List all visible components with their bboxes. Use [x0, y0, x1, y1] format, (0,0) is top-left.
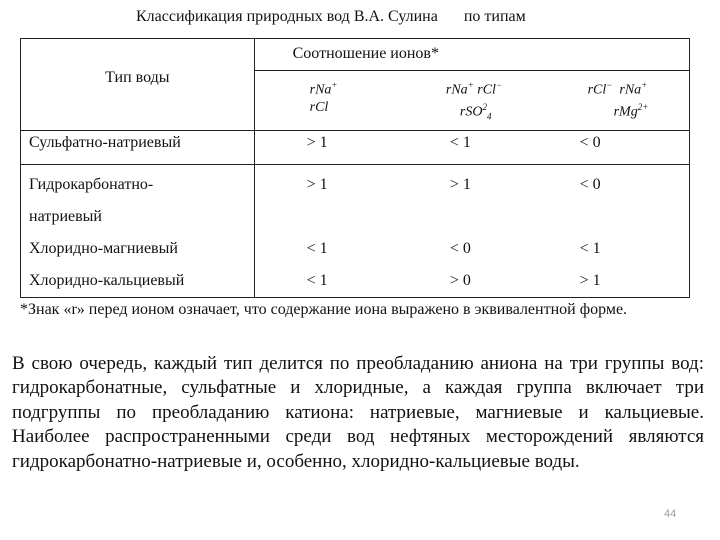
ratio-1: rNa+ rCl: [309, 80, 338, 115]
document-title: [136, 8, 526, 26]
row-value-1: > 1: [306, 176, 328, 193]
row-type: Сульфатно-натриевый: [21, 131, 255, 165]
row-type: Гидрокарбонатно-: [29, 176, 154, 193]
row-value-3: < 1: [579, 240, 601, 257]
header-water-type: Тип воды: [21, 39, 255, 131]
row-value-3: < 0: [566, 131, 690, 165]
row-value-1: < 1: [306, 240, 328, 257]
page-number: 44: [664, 508, 677, 520]
table-row: [21, 131, 690, 165]
ratio-2: rNa+ rCl− rSO$^2_4$: [445, 80, 503, 122]
row-type: Хлоридно-кальциевый: [29, 272, 185, 289]
row-value-2: < 1: [400, 131, 566, 165]
row-value-2: < 0: [449, 240, 471, 257]
ratio-3: rCl− rNa+ rMg$^{2+}$: [566, 71, 690, 131]
row-value-2: > 0: [449, 272, 471, 289]
row-value-2: > 1: [449, 176, 471, 193]
row-type: Хлоридно-магниевый: [29, 240, 178, 257]
classification-table: [20, 38, 690, 298]
table-block: [21, 165, 690, 298]
row-value-1: > 1: [254, 131, 400, 165]
row-value-3: < 0: [579, 176, 601, 193]
title-part-1: Классификация природных вод В.А. Сулина: [136, 8, 438, 25]
body-paragraph: В свою очередь, каждый тип делится по преобладанию аниона на три группы вод: гидрокарбонатные, сульфатные и хлоридные, а каждая группа включает три подгруппы по преобладанию катиона: натриевые, магниевые и кальциевые. Наиболее распространенными среди вод нефтяных месторождений являются гидрокарбонатно-натриевые и, особенно, хлоридно-кальциевые воды.: [12, 353, 704, 472]
header-ion-ratio: Соотношение ионов*: [254, 39, 689, 71]
row-type-continued: натриевый: [29, 208, 102, 225]
row-value-1: < 1: [306, 272, 328, 289]
title-part-2: по типам: [463, 8, 526, 25]
table-footnote: *Знак «r» перед ионом означает, что содержание иона выражено в эквивалентной форме.: [20, 301, 628, 318]
row-value-3: > 1: [579, 272, 601, 289]
